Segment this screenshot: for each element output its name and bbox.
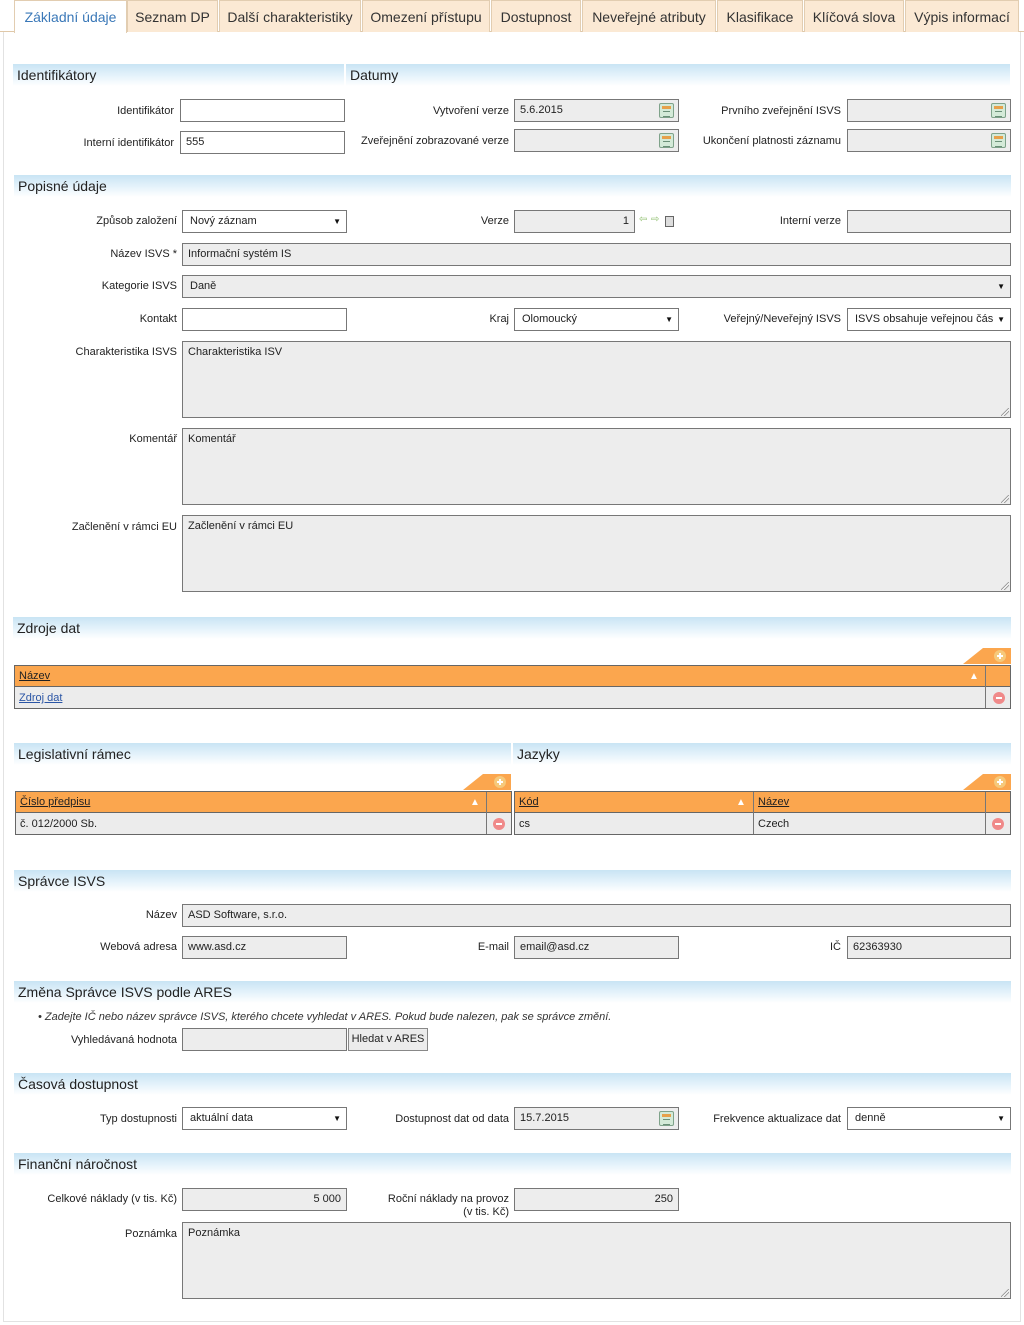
section-zmena-spravce-ares: Změna Správce ISVS podle ARES	[14, 981, 1011, 1003]
chevron-down-icon: ▼	[997, 282, 1005, 291]
typ-dostupnosti-value: aktuální data	[190, 1112, 253, 1124]
kategorie-isvs-label: Kategorie ISVS	[101, 280, 177, 292]
tab-vypis-informaci[interactable]: Výpis informací	[905, 0, 1019, 32]
tab-bar	[0, 0, 1024, 32]
column-header-nazev[interactable]: Název	[758, 796, 790, 808]
charakteristika-value: Charakteristika ISV	[188, 346, 283, 358]
remove-icon[interactable]	[493, 818, 505, 830]
dostupnost-od-field[interactable]	[514, 1107, 679, 1130]
resize-grip-icon[interactable]	[1001, 1289, 1009, 1297]
zpusob-zalozeni-label: Způsob založení	[96, 215, 177, 227]
table-header	[15, 666, 1010, 687]
kontakt-field[interactable]	[182, 308, 347, 331]
rocni-naklady-label-line2: (v tis. Kč)	[463, 1206, 509, 1218]
email-label: E-mail	[477, 941, 509, 953]
section-popisne-udaje: Popisné údaje	[14, 175, 1011, 197]
typ-dostupnosti-label: Typ dostupnosti	[99, 1113, 177, 1125]
spravce-nazev-field[interactable]: ASD Software, s.r.o.	[182, 904, 1011, 927]
sort-asc-icon[interactable]: ▲	[736, 797, 746, 808]
column-divider	[985, 792, 986, 834]
resize-grip-icon[interactable]	[1001, 495, 1009, 503]
typ-dostupnosti-select[interactable]	[182, 1107, 347, 1130]
chevron-down-icon: ▼	[333, 217, 341, 226]
kontakt-label: Kontakt	[139, 313, 177, 325]
interni-identifikator-label: Interní identifikátor	[83, 137, 174, 149]
calendar-icon[interactable]	[659, 133, 674, 148]
zverejneni-verze-field[interactable]	[514, 129, 679, 152]
zdroj-dat-link[interactable]: Zdroj dat	[19, 692, 63, 704]
charakteristika-textarea[interactable]	[182, 341, 1011, 418]
calendar-icon[interactable]	[991, 133, 1006, 148]
identifikator-label: Identifikátor	[117, 105, 174, 117]
calendar-icon[interactable]	[991, 103, 1006, 118]
calendar-icon[interactable]	[659, 1111, 674, 1126]
ares-note-text: Zadejte IČ nebo název správce ISVS, kterého chcete vyhledat v ARES. Pokud bude nalezen, pak se správce změní.	[44, 1011, 612, 1023]
rocni-naklady-field[interactable]: 250	[514, 1188, 679, 1211]
add-zdroj-button[interactable]	[994, 650, 1006, 662]
add-jazyk-button[interactable]	[994, 776, 1006, 788]
verejny-neverejny-value: ISVS obsahuje veřejnou čás	[855, 313, 994, 325]
kraj-select[interactable]	[514, 308, 679, 331]
identifikator-field[interactable]	[180, 99, 345, 122]
zpusob-zalozeni-value: Nový záznam	[190, 215, 257, 227]
legislativa-table	[15, 791, 512, 835]
resize-grip-icon[interactable]	[1001, 582, 1009, 590]
zacleneni-eu-textarea[interactable]	[182, 515, 1011, 592]
komentar-label: Komentář	[129, 433, 177, 445]
rocni-naklady-label	[388, 1193, 509, 1219]
vyhledavana-hodnota-field[interactable]	[182, 1028, 347, 1051]
section-identifikatory: Identifikátory	[13, 64, 344, 86]
celkove-naklady-label: Celkové náklady (v tis. Kč)	[47, 1193, 177, 1205]
verze-label: Verze	[480, 215, 509, 227]
remove-icon[interactable]	[993, 692, 1005, 704]
ukonceni-platnosti-field[interactable]	[847, 129, 1011, 152]
column-header-kod[interactable]: Kód	[519, 796, 539, 808]
email-field[interactable]: email@asd.cz	[514, 936, 679, 959]
document-icon[interactable]	[665, 216, 674, 227]
section-zdroje-dat: Zdroje dat	[13, 617, 1011, 639]
zverejneni-verze-label: Zveřejnění zobrazované verze	[361, 135, 509, 147]
kategorie-isvs-select[interactable]	[182, 275, 1011, 298]
prvni-zverejneni-label: Prvního zveřejnění ISVS	[721, 105, 841, 117]
zdroje-table	[14, 665, 1011, 709]
chevron-down-icon: ▼	[997, 1114, 1005, 1123]
vytvoreni-verze-field[interactable]	[514, 99, 679, 122]
arrow-left-icon[interactable]: ⇦	[639, 214, 648, 225]
vytvoreni-verze-label: Vytvoření verze	[432, 105, 509, 117]
vytvoreni-verze-value: 5.6.2015	[520, 104, 563, 116]
add-predpis-button[interactable]	[494, 776, 506, 788]
poznamka-textarea[interactable]	[182, 1222, 1011, 1299]
tab-seznam-dp[interactable]: Seznam DP	[127, 0, 218, 32]
verejny-neverejny-select[interactable]	[847, 308, 1011, 331]
frekvence-value: denně	[855, 1112, 886, 1124]
prvni-zverejneni-field[interactable]	[847, 99, 1011, 122]
ukonceni-platnosti-label: Ukončení platnosti záznamu	[702, 135, 841, 147]
komentar-value: Komentář	[188, 433, 236, 445]
verze-field[interactable]: 1	[514, 210, 635, 233]
table-header	[16, 792, 511, 813]
chevron-down-icon: ▼	[665, 315, 673, 324]
interni-verze-field[interactable]	[847, 210, 1011, 233]
poznamka-value: Poznámka	[188, 1227, 240, 1239]
sort-asc-icon[interactable]: ▲	[470, 797, 480, 808]
zacleneni-eu-value: Začlenění v rámci EU	[188, 520, 294, 532]
tab-neverejne-atributy[interactable]: Neveřejné atributy	[582, 0, 716, 32]
charakteristika-label: Charakteristika ISVS	[75, 346, 177, 358]
ic-label: IČ	[830, 941, 841, 953]
kraj-label: Kraj	[489, 313, 509, 325]
jazyky-table	[514, 791, 1011, 835]
interni-verze-label: Interní verze	[779, 215, 841, 227]
interni-identifikator-field[interactable]: 555	[180, 131, 345, 154]
section-financni-narocnost: Finanční náročnost	[14, 1153, 1011, 1175]
chevron-down-icon: ▼	[997, 315, 1005, 324]
zacleneni-eu-label: Začlenění v rámci EU	[71, 521, 177, 533]
section-spravce-isvs: Správce ISVS	[14, 870, 1011, 892]
tab-zakladni-udaje[interactable]: Základní údaje	[14, 0, 127, 33]
column-divider	[985, 666, 986, 708]
tab-dalsi-charakteristiky[interactable]: Další charakteristiky	[219, 0, 361, 32]
celkove-naklady-field[interactable]: 5 000	[182, 1188, 347, 1211]
resize-grip-icon[interactable]	[1001, 408, 1009, 416]
webova-adresa-label: Webová adresa	[100, 941, 177, 953]
vyhledavana-hodnota-label: Vyhledávaná hodnota	[70, 1034, 177, 1046]
chevron-down-icon: ▼	[333, 1114, 341, 1123]
table-cell: č. 012/2000 Sb.	[20, 818, 98, 830]
tab-dostupnost[interactable]: Dostupnost	[491, 0, 581, 32]
column-header-cislo-predpisu[interactable]: Číslo předpisu	[20, 796, 91, 808]
tab-klasifikace[interactable]: Klasifikace	[717, 0, 803, 32]
frekvence-select[interactable]	[847, 1107, 1011, 1130]
nazev-isvs-label: Název ISVS *	[110, 248, 177, 260]
verejny-neverejny-label: Veřejný/Neveřejný ISVS	[723, 313, 841, 325]
zpusob-zalozeni-select[interactable]	[182, 210, 347, 233]
remove-icon[interactable]	[992, 818, 1004, 830]
column-header-nazev[interactable]: Název	[19, 670, 51, 682]
arrow-right-icon[interactable]: ⇨	[651, 214, 660, 225]
table-cell: Czech	[758, 818, 790, 830]
nazev-isvs-field[interactable]: Informační systém IS	[182, 243, 1011, 266]
dostupnost-od-label: Dostupnost dat od data	[395, 1113, 509, 1125]
ares-note: • Zadejte IČ nebo název správce ISVS, kterého chcete vyhledat v ARES. Pokud bude nalezen, pak se správce změní.	[38, 1011, 612, 1023]
spravce-nazev-label: Název	[145, 909, 177, 921]
table-header	[515, 792, 1010, 813]
table-cell: cs	[519, 818, 530, 830]
webova-adresa-field[interactable]: www.asd.cz	[182, 936, 347, 959]
poznamka-label: Poznámka	[125, 1228, 177, 1240]
column-divider	[486, 792, 487, 834]
dostupnost-od-value: 15.7.2015	[520, 1112, 569, 1124]
section-datumy: Datumy	[346, 64, 1010, 86]
ic-field[interactable]: 62363930	[847, 936, 1011, 959]
section-legislativni-ramec: Legislativní rámec	[14, 743, 511, 765]
komentar-textarea[interactable]	[182, 428, 1011, 505]
sort-asc-icon[interactable]: ▲	[969, 671, 979, 682]
calendar-icon[interactable]	[659, 103, 674, 118]
section-casova-dostupnost: Časová dostupnost	[14, 1073, 1011, 1095]
hledat-v-ares-button[interactable]: Hledat v ARES	[348, 1028, 428, 1051]
tab-omezeni-pristupu[interactable]: Omezení přístupu	[362, 0, 490, 32]
tab-klicova-slova[interactable]: Klíčová slova	[804, 0, 904, 32]
section-jazyky: Jazyky	[513, 743, 1011, 765]
kraj-value: Olomoucký	[522, 313, 578, 325]
frekvence-label: Frekvence aktualizace dat	[713, 1113, 841, 1125]
kategorie-isvs-value: Daně	[190, 280, 217, 292]
rocni-naklady-label-line1: Roční náklady na provoz	[387, 1193, 509, 1205]
